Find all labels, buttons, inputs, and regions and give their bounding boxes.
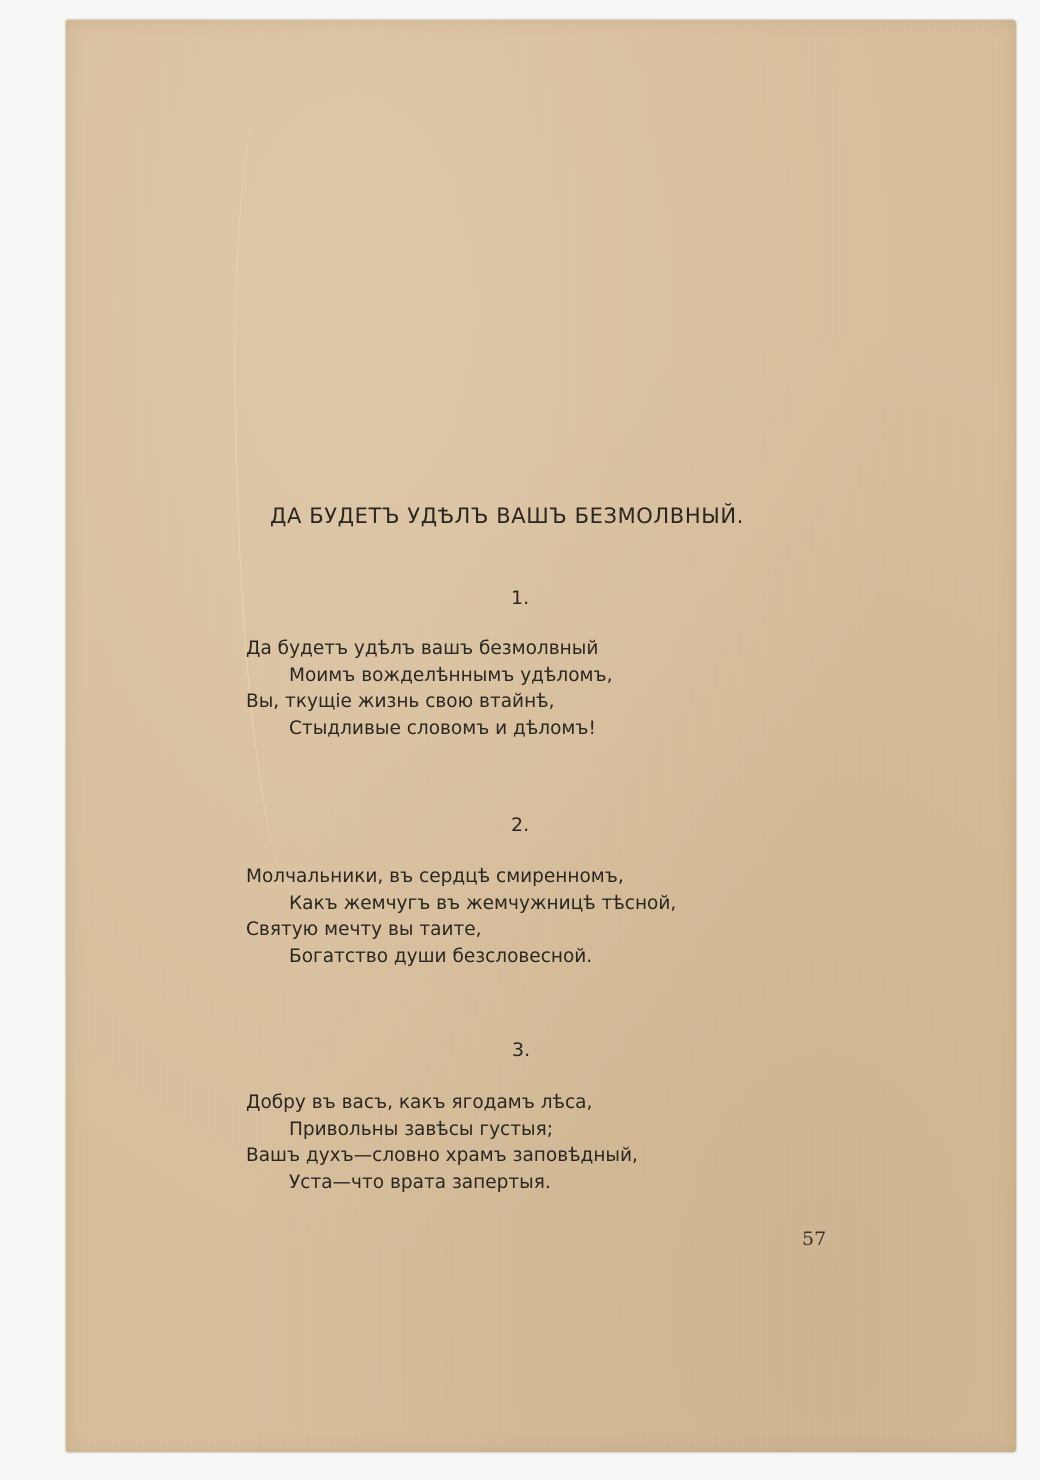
- stanza-line: Стыдливые словомъ и дѣломъ!: [289, 717, 596, 739]
- paper-crease: [215, 88, 348, 892]
- stanza-line: Молчальники, въ сердцѣ смиренномъ,: [246, 866, 624, 887]
- stanza-line: Какъ жемчугъ въ жемчужницѣ тѣсной,: [289, 892, 677, 914]
- stanza-line: Богатство души безсловесной.: [289, 945, 593, 967]
- stanza-3: [246, 1090, 638, 1196]
- stanza-1: [246, 636, 612, 742]
- stanza-line: Привольны завѣсы густыя;: [289, 1118, 553, 1140]
- stanza-line: Святую мечту вы таите,: [246, 919, 482, 940]
- stanza-line: Уста—что врата запертыя.: [289, 1171, 551, 1193]
- section-number-1: 1.: [511, 587, 530, 609]
- poem-title: ДА БУДЕТЪ УДѢЛЪ ВАШЪ БЕЗМОЛВНЫЙ.: [270, 504, 744, 528]
- stanza-line: Вашъ духъ—словно храмъ заповѣдный,: [246, 1145, 638, 1166]
- stanza-line: Вы, ткущіе жизнь свою втайнѣ,: [246, 691, 555, 712]
- page-number: 57: [802, 1228, 827, 1250]
- section-number-2: 2.: [511, 814, 530, 836]
- stanza-line: Добру въ васъ, какъ ягодамъ лѣса,: [246, 1092, 593, 1113]
- stanza-line: Моимъ вожделѣннымъ удѣломъ,: [289, 664, 613, 686]
- stanza-line: Да будетъ удѣлъ вашъ безмолвный: [246, 638, 599, 659]
- section-number-3: 3.: [512, 1039, 531, 1061]
- stanza-2: [246, 864, 676, 970]
